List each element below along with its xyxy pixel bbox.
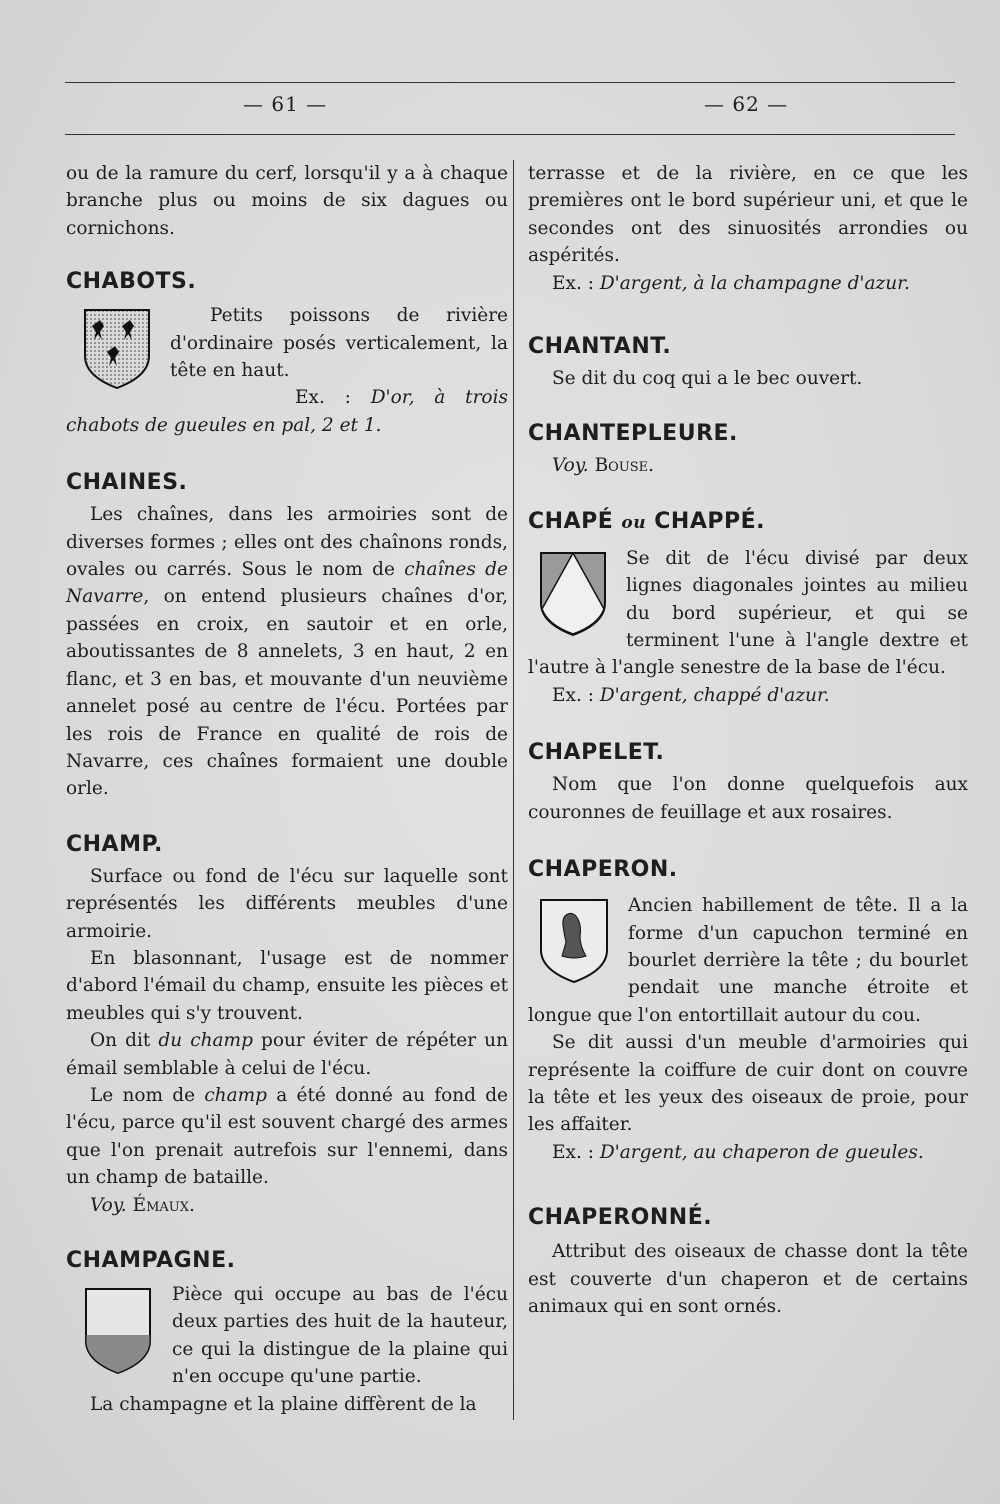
champ-text-4: Le nom de champ a été donné au fond de l'écu, parce qu'il est souvent chargé des armes que l'on prenait autrefois sur l'ennemi, dans un champ de bataille.: [66, 1084, 508, 1189]
header-rule-bottom: [65, 134, 955, 135]
chapelet-text: Nom que l'on donne quelquefois aux couronnes de feuillage et aux rosaires.: [528, 774, 968, 823]
entry-title-chantant: CHANTANT.: [528, 334, 672, 360]
chabots-shield-icon: [82, 306, 152, 390]
champagne-text-2: La champagne et la plaine diffèrent de la: [90, 1393, 477, 1415]
right-column: [528, 160, 968, 1320]
left-intro: ou de la ramure du cerf, lorsqu'il y a à chaque branche plus ou moins de six dagues ou cornichons.: [66, 163, 508, 239]
champ-text-1: Surface ou fond de l'écu sur laquelle sont représentés les différents meubles d'une armoirie.: [66, 865, 508, 942]
entry-title-chape: CHAPÉ ou CHAPPÉ.: [528, 508, 765, 534]
chape-shield-icon: [538, 549, 608, 637]
chantant-text: Se dit du coq qui a le bec ouvert.: [552, 368, 863, 390]
chabots-text: Petits poissons de rivière d'ordinaire posés verticalement, la tête en haut.: [170, 305, 508, 382]
entry-title-chaperon: CHAPERON.: [528, 857, 678, 883]
champ-text-3: On dit du champ pour éviter de répéter un émail semblable à celui de l'écu.: [66, 1030, 508, 1079]
entry-title-chantepleure: CHANTEPLEURE.: [528, 421, 738, 447]
entry-title-chaines: CHAINES.: [66, 470, 188, 496]
page-number-left: — 61 —: [243, 92, 328, 116]
chaperon-text: Ancien habillement de tête. Il a la forme d'un capuchon terminé en bourlet derrière la tête ; du bourlet pendait une manche étroite et longue que l'on entortillait autour du cou.: [528, 895, 968, 1026]
header-rule-top: [65, 82, 955, 83]
right-intro-example: Ex. : D'argent, à la champagne d'azur.: [552, 272, 910, 294]
chape-text: Se dit de l'écu divisé par deux lignes diagonales jointes au milieu du bord supérieur, et qui se terminent l'une à l'angle dextre et l'autre à l'angle senestre de la base de l'écu.: [528, 547, 968, 679]
entry-title-champ: CHAMP.: [66, 831, 163, 857]
entry-title-chabots: CHABOTS.: [66, 269, 197, 295]
chaperon-text-2: Se dit aussi d'un meuble d'armoiries qui représente la coiffure de cuir dont on couvre la tête et les yeux des oiseaux de proie, pour les affaiter.: [528, 1032, 968, 1136]
champagne-shield-icon: [82, 1285, 154, 1375]
champagne-text: Pièce qui occupe au bas de l'écu deux parties des huit de la hauteur, ce qui la distingue de la plaine qui n'en occupe qu'une partie.: [172, 1284, 508, 1388]
right-intro: terrasse et de la rivière, en ce que les premières ont le bord supérieur uni, et que le secondes ont des sinuosités arrondies ou aspérités.: [528, 163, 968, 267]
entry-title-chaperonne: CHAPERONNÉ.: [528, 1205, 713, 1231]
chantepleure-see-also: Voy. Bouse.: [552, 455, 655, 477]
chaines-text: Les chaînes, dans les armoiries sont de diverses formes ; elles ont des chaînons ronds, ovales ou carrés. Sous le nom de chaînes de Navarre, on entend plusieurs chaînes d'or, passées en croix, en sautoir et en orle, aboutissantes de 8 annelets, 3 en haut, 2 en flanc, et 3 en bas, et mouvante d'un neuvième annelet posé au centre de l'écu. Portées par les rois de France en qualité de rois de Navarre, ces chaînes formaient une double orle.: [66, 504, 508, 800]
chaperon-example: Ex. : D'argent, au chaperon de gueules.: [552, 1141, 924, 1163]
chaperon-shield-icon: [538, 896, 610, 984]
chape-example: Ex. : D'argent, chappé d'azur.: [552, 684, 830, 706]
page-number-right: — 62 —: [704, 92, 789, 116]
entry-title-chapelet: CHAPELET.: [528, 740, 665, 766]
chaperonne-text: Attribut des oiseaux de chasse dont la tête est couverte d'un chaperon et de certains animaux qui en sont ornés.: [528, 1241, 968, 1317]
entry-title-champagne: CHAMPAGNE.: [66, 1248, 236, 1273]
left-column: [66, 160, 508, 1418]
column-divider: [513, 160, 514, 1420]
chabots-example: Ex. : D'or, à trois chabots de gueules en pal, 2 et 1.: [66, 387, 508, 436]
champ-text-2: En blasonnant, l'usage est de nommer d'abord l'émail du champ, ensuite les pièces et meubles qui s'y trouvent.: [66, 947, 508, 1024]
champ-see-also: Voy. Émaux.: [90, 1194, 195, 1216]
